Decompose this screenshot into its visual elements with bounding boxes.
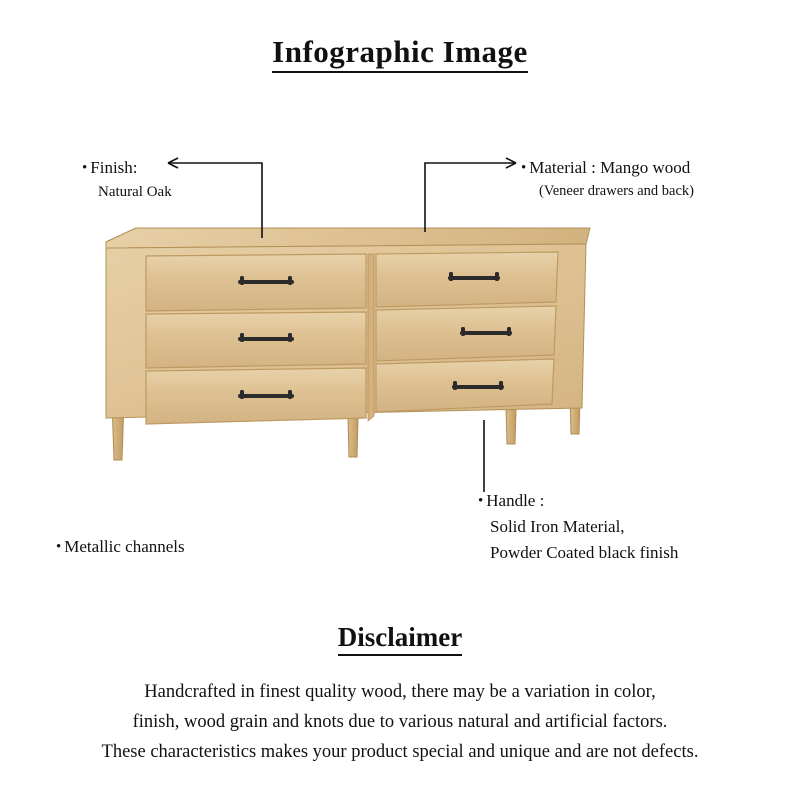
page-title-text: Infographic Image bbox=[272, 34, 528, 73]
drawer-front[interactable] bbox=[146, 368, 366, 424]
disclaimer-line: finish, wood grain and knots due to various natural and artificial factors. bbox=[132, 711, 668, 732]
callout-finish-value: Natural Oak bbox=[98, 183, 172, 200]
page-title bbox=[0, 34, 800, 70]
material-leader-arrow bbox=[506, 158, 516, 168]
callout-metallic-channels bbox=[56, 536, 185, 559]
disclaimer-body bbox=[0, 678, 800, 768]
callout-handle-line1: Solid Iron Material, bbox=[490, 516, 625, 536]
bullet-icon: • bbox=[478, 493, 484, 509]
callout-material-value: (Veneer drawers and back) bbox=[539, 182, 694, 199]
callout-channels-label: Metallic channels bbox=[64, 537, 185, 556]
callout-finish bbox=[82, 157, 172, 202]
callout-finish-label: Finish: bbox=[90, 158, 138, 177]
drawer-front[interactable] bbox=[376, 306, 556, 361]
callout-material-label: Material : Mango wood bbox=[529, 158, 691, 177]
drawer-front[interactable] bbox=[376, 359, 554, 412]
callout-handle bbox=[478, 490, 678, 565]
disclaimer-line: Handcrafted in finest quality wood, there may be a variation in color, bbox=[144, 682, 656, 702]
callout-handle-line2: Powder Coated black finish bbox=[490, 542, 679, 562]
disclaimer-title bbox=[0, 622, 800, 653]
disclaimer-title-text: Disclaimer bbox=[338, 622, 462, 656]
drawer-front[interactable] bbox=[376, 252, 558, 307]
dresser-illustration bbox=[90, 222, 600, 487]
dresser-center-divider bbox=[368, 254, 374, 421]
callout-material bbox=[521, 157, 694, 202]
disclaimer-line: These characteristics makes your product special and unique and are not defects. bbox=[101, 741, 699, 762]
drawer-front[interactable] bbox=[146, 254, 366, 311]
bullet-icon: • bbox=[521, 160, 527, 176]
callout-handle-label: Handle : bbox=[486, 491, 545, 510]
drawer-front[interactable] bbox=[146, 312, 366, 368]
bullet-icon: • bbox=[56, 539, 62, 555]
bullet-icon: • bbox=[82, 160, 88, 176]
